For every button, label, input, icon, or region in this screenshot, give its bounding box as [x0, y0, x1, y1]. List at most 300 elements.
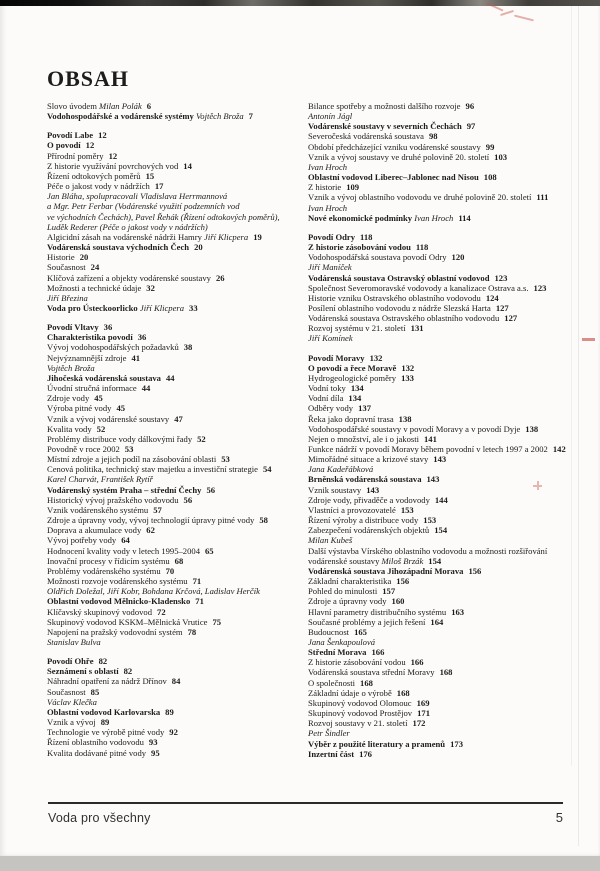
- toc-page-number: 45: [94, 393, 103, 404]
- toc-entry-text: Jana Šenkapoulová: [308, 636, 376, 647]
- toc-entry-text: Funkce nádrží v povodí Moravy během povodní v letech 1997 a 2002: [308, 444, 548, 454]
- toc-page-number: 89: [100, 717, 110, 728]
- toc-page-number: 52: [197, 433, 206, 444]
- toc-entry-text: Z historie využívání povrchových vod: [47, 160, 179, 171]
- toc-page-number: 168: [439, 667, 453, 678]
- toc-entry-text: Miloš Brzák: [381, 555, 424, 566]
- toc-entry-text: Přírodní poměry: [47, 150, 104, 161]
- toc-entry: [47, 525, 307, 535]
- toc-entry: [308, 152, 596, 162]
- toc-entry-text: Střední Morava: [308, 647, 367, 658]
- toc-entry-text: Zabezpečení vodárenských objektů: [308, 525, 430, 536]
- toc-entry-text: Vodárenské soustavy v severních Čechách: [308, 121, 462, 132]
- toc-entry: [308, 607, 596, 617]
- toc-page-number: 75: [212, 616, 222, 627]
- toc-entry: [308, 596, 596, 606]
- toc-entry: [308, 667, 596, 677]
- toc-page-number: 127: [504, 313, 518, 324]
- toc-entry: [308, 444, 596, 454]
- toc-entry: [308, 474, 596, 484]
- toc-entry: [47, 283, 307, 293]
- toc-page-number: 97: [466, 121, 476, 132]
- toc-entry-text: Problémy distribuce vody dálkovými řady: [47, 433, 193, 444]
- toc-entry-text: Možnosti rozvoje vodárenského systému: [47, 576, 188, 587]
- toc-entry: [47, 444, 307, 454]
- toc-page-number: 20: [194, 242, 203, 253]
- toc-page-number: 36: [103, 322, 113, 333]
- toc-entry: [47, 101, 307, 111]
- toc-entry-text: Brněnská vodárenská soustava: [308, 474, 422, 485]
- toc-entry-text: Výroba pitné vody: [47, 403, 112, 414]
- toc-page-number: 58: [259, 515, 268, 526]
- toc-entry-text: Seznámení s oblastí: [47, 666, 119, 677]
- toc-page-number: 173: [450, 738, 463, 749]
- toc-page-number: 44: [141, 383, 151, 394]
- toc-entry-text: Stanislav Bulva: [47, 636, 101, 647]
- toc-entry-text: Doprava a akumulace vody: [47, 525, 142, 536]
- toc-entry: [308, 162, 596, 172]
- toc-entry-text: Současnost: [47, 686, 86, 697]
- toc-entry: [308, 739, 596, 749]
- toc-page-number: 65: [205, 545, 214, 556]
- toc-page-number: 132: [369, 352, 383, 363]
- toc-page-number: 6: [146, 101, 152, 111]
- toc-page-number: 123: [533, 282, 547, 293]
- toc-page-number: 171: [417, 708, 430, 719]
- toc-entry-text: Jiří Maníček: [308, 262, 352, 273]
- toc-page-number: 44: [165, 372, 175, 383]
- toc-entry: [47, 273, 307, 283]
- toc-entry: [308, 464, 596, 474]
- toc-entry-text: Období předcházející vzniku vodárenské soustavy: [308, 141, 481, 152]
- toc-entry: [308, 485, 596, 495]
- toc-entry: [47, 212, 307, 222]
- toc-page-number: 68: [174, 555, 184, 566]
- toc-entry: [47, 727, 307, 737]
- toc-page-number: 36: [137, 332, 147, 343]
- toc-entry-text: Odběry vody: [308, 403, 354, 414]
- toc-entry-text: Pohled do minulosti: [308, 586, 378, 597]
- toc-page-number: 141: [423, 433, 437, 444]
- toc-entry-text: Místní zdroje a jejich podíl na zásobování oblasti: [47, 454, 217, 465]
- toc-entry-text: Povodí Odry: [308, 231, 356, 242]
- toc-entry: [47, 454, 307, 464]
- toc-page-number: 85: [90, 686, 100, 697]
- toc-page-number: 14: [183, 160, 192, 171]
- toc-page-number: 138: [525, 423, 539, 434]
- toc-entry-text: Budoucnost: [308, 626, 350, 637]
- toc-page-number: 142: [552, 444, 566, 454]
- toc-entry: [47, 393, 307, 403]
- toc-page-number: 71: [195, 596, 204, 607]
- toc-page-number: 93: [148, 737, 158, 748]
- toc-page-number: 168: [396, 687, 410, 698]
- toc-entry: [308, 688, 596, 698]
- toc-page-number: 98: [428, 131, 438, 142]
- toc-entry-text: Oblastní vodovod Liberec–Jablonec nad Nisou: [308, 172, 479, 183]
- toc-page-number: 157: [382, 586, 396, 597]
- toc-page-number: 70: [165, 565, 175, 576]
- toc-entry: [308, 232, 596, 242]
- toc-entry-text: Jiří Klicpera: [139, 302, 185, 313]
- toc-entry-text: Povodně v roce 2002: [47, 444, 120, 454]
- toc-page-number: 131: [410, 323, 424, 334]
- toc-entry-text: Hlavní parametry distribučního systému: [308, 606, 447, 617]
- toc-entry-text: vodárenské soustavy: [308, 555, 382, 566]
- toc-entry: [308, 192, 596, 202]
- toc-entry: [47, 171, 307, 181]
- red-pen-scribble-icon: [484, 4, 540, 26]
- toc-entry-text: Jana Kadeřábková: [308, 464, 374, 475]
- toc-entry-text: Vodohospodářská soustava povodí Odry: [308, 252, 447, 263]
- scanner-background: [0, 856, 600, 871]
- toc-entry: [47, 666, 307, 676]
- page-footer: [48, 810, 563, 825]
- toc-page-number: 12: [98, 130, 107, 141]
- toc-entry: [47, 464, 307, 474]
- toc-entry: [308, 586, 596, 596]
- toc-page-number: 133: [401, 372, 414, 383]
- toc-entry-text: Nejvýznamnější zdroje: [47, 352, 127, 363]
- toc-entry-text: Vznik a vývoj: [47, 717, 96, 728]
- toc-page-number: 143: [366, 484, 380, 495]
- toc-entry: [47, 262, 307, 272]
- toc-entry: [47, 222, 307, 232]
- toc-page-number: 53: [124, 444, 134, 454]
- toc-entry: [308, 273, 596, 283]
- toc-page-number: 103: [494, 151, 508, 162]
- toc-page-number: 163: [451, 606, 465, 617]
- toc-page-number: 120: [451, 252, 465, 263]
- toc-page-number: 15: [145, 170, 155, 181]
- toc-entry-text: Jihočeská vodárenská soustava: [47, 372, 161, 383]
- toc-entry: [308, 313, 596, 323]
- toc-entry-text: Řízení výroby a distribuce vody: [308, 515, 419, 526]
- toc-entry: [47, 474, 307, 484]
- toc-entry-text: Péče o jakost vody v nádržích: [47, 181, 150, 192]
- toc-entry: [47, 637, 307, 647]
- toc-entry-text: Cenová politika, technický stav majetku a investiční strategie: [47, 464, 258, 475]
- toc-entry-text: Vodárenská soustava střední Moravy: [308, 667, 435, 678]
- toc-entry: [308, 637, 596, 647]
- toc-entry: [308, 373, 596, 383]
- toc-entry-text: Vývoj potřeby vody: [47, 535, 117, 546]
- toc-entry-text: Vlastníci a provozovatelé: [308, 504, 396, 515]
- toc-entry: [308, 505, 596, 515]
- toc-page-number: 53: [221, 454, 230, 465]
- toc-page-number: 160: [391, 596, 405, 607]
- toc-entry-text: Algicidní zásah na vodárenské nádrži Hamry: [47, 231, 205, 242]
- toc-page-number: 143: [426, 474, 440, 485]
- toc-entry: [308, 657, 596, 667]
- toc-page-number: 82: [98, 656, 108, 667]
- toc-entry: [308, 698, 596, 708]
- toc-entry-text: Ivan Hroch: [308, 161, 348, 172]
- toc-page-number: 82: [123, 666, 133, 677]
- toc-column-right: [308, 101, 596, 759]
- toc-page-number: 47: [174, 413, 183, 424]
- toc-entry-text: Úvodní stručná informace: [47, 383, 137, 394]
- toc-entry-text: Rozvoj systému v 21. století: [308, 323, 406, 334]
- toc-entry: [308, 718, 596, 728]
- toc-entry: [308, 101, 596, 111]
- toc-entry: [308, 293, 596, 303]
- toc-column-left: [47, 101, 307, 758]
- toc-page-number: 12: [85, 140, 95, 151]
- toc-page-number: 137: [358, 403, 371, 414]
- toc-entry-text: Vodohospodářské soustavy v povodí Moravy a v povodí Dyje: [308, 423, 521, 434]
- toc-entry: [308, 576, 596, 586]
- toc-entry: [47, 201, 307, 211]
- toc-page-number: 19: [253, 231, 262, 242]
- toc-entry-text: Kvalita dodávané pitné vody: [47, 747, 147, 758]
- toc-entry-text: Vznik soustavy: [308, 484, 362, 495]
- toc-entry: [47, 495, 307, 505]
- toc-page-number: 24: [90, 262, 100, 273]
- toc-entry: [47, 322, 307, 332]
- toc-page-number: 154: [428, 555, 442, 566]
- toc-entry-text: Voda pro Ústeckoorlicko: [47, 302, 140, 313]
- toc-entry: [47, 596, 307, 606]
- toc-entry: [47, 607, 307, 617]
- toc-entry: [308, 749, 596, 759]
- toc-page-number: 109: [346, 182, 360, 193]
- toc-entry: [308, 414, 596, 424]
- toc-entry: [47, 403, 307, 413]
- toc-entry-text: Povodí Labe: [47, 130, 94, 141]
- toc-page-number: 45: [116, 403, 126, 414]
- toc-entry-text: Luděk Rederer (Péče o jakost vody v nádržích): [47, 221, 208, 232]
- toc-entry-text: Základní údaje o výrobě: [308, 687, 392, 698]
- toc-page-number: 168: [360, 677, 373, 688]
- toc-page-number: 176: [359, 748, 372, 759]
- toc-entry-text: Milan Kubeš: [308, 535, 353, 546]
- toc-entry: [47, 546, 307, 556]
- toc-page-number: 52: [96, 423, 106, 434]
- toc-entry: [47, 535, 307, 545]
- toc-page-number: 41: [131, 352, 141, 363]
- toc-entry-text: Klíčová zařízení a objekty vodárenské soustavy: [47, 272, 211, 283]
- toc-entry: [308, 434, 596, 444]
- toc-entry-text: Řízení oblastního vodovodu: [47, 737, 144, 748]
- toc-page-number: 38: [183, 342, 193, 353]
- toc-entry-text: Výběr z použité literatury a pramenů: [308, 738, 446, 749]
- toc-page-number: 143: [433, 454, 447, 465]
- toc-entry-text: Rozvoj soustavy v 21. století: [308, 718, 408, 729]
- toc-entry-text: Napojení na pražský vodovodní systém: [47, 626, 183, 637]
- toc-entry-text: Nejen o množství, ale i o jakosti: [308, 433, 419, 444]
- toc-entry-text: Hodnocení kvality vody v letech 1995–2004: [47, 545, 200, 556]
- toc-entry-text: Společnost Severomoravské vodovody a kanalizace Ostrava a.s.: [308, 282, 529, 293]
- toc-entry-text: Skupinový vodovod KSKM–Mělnická Vrutice: [47, 616, 208, 627]
- toc-entry-text: Mimořádné situace a krizové stavy: [308, 454, 429, 465]
- toc-entry: [47, 130, 307, 140]
- toc-entry-text: Skupinový vodovod Olomouc: [308, 697, 412, 708]
- toc-entry-text: Vodárenský systém Praha – střední Čechy: [47, 484, 202, 495]
- toc-entry-text: Skupinový vodovod Prostějov: [308, 708, 413, 719]
- toc-entry-text: Zdroje a úpravny vody: [308, 596, 387, 607]
- toc-entry: [47, 687, 307, 697]
- toc-entry: [308, 303, 596, 313]
- toc-entry-text: Hydrogeologické poměry: [308, 372, 397, 383]
- toc-page-number: 132: [401, 362, 415, 373]
- toc-entry-text: Z historie zásobování vodou: [308, 657, 406, 668]
- toc-entry-text: Technologie ve výrobě pitné vody: [47, 727, 165, 738]
- toc-entry-text: Povodí Ohře: [47, 656, 94, 667]
- toc-entry-text: Řeka jako dopravní trasa: [308, 413, 394, 424]
- toc-page-number: 118: [415, 242, 429, 253]
- toc-entry: [47, 252, 307, 262]
- toc-page-number: 156: [468, 565, 482, 576]
- toc-entry: [47, 717, 307, 727]
- toc-entry-text: Možnosti a technické údaje: [47, 282, 142, 293]
- toc-entry: [47, 181, 307, 191]
- toc-entry-text: Slovo úvodem: [47, 101, 100, 111]
- toc-page-number: 166: [410, 657, 424, 668]
- toc-entry: [308, 172, 596, 182]
- toc-entry: [308, 213, 596, 223]
- toc-entry: [47, 161, 307, 171]
- toc-entry: [47, 697, 307, 707]
- toc-entry-text: O povodí a řece Moravě: [308, 362, 397, 373]
- toc-page-number: 134: [350, 383, 364, 394]
- toc-entry-text: Řízení odtokových poměrů: [47, 170, 141, 181]
- toc-entry-text: Severočeská vodárenská soustava: [308, 131, 424, 142]
- toc-page-number: 56: [206, 484, 216, 495]
- toc-entry: [308, 121, 596, 131]
- toc-entry-text: O společnosti: [308, 677, 356, 688]
- toc-entry-text: Bilance spotřeby a možnosti dalšího rozvoje: [308, 101, 461, 111]
- toc-entry: [47, 191, 307, 201]
- toc-page-number: 138: [398, 413, 412, 424]
- toc-entry: [308, 142, 596, 152]
- toc-entry: [308, 242, 596, 252]
- toc-page-number: 144: [434, 494, 448, 505]
- page-title: OBSAH: [47, 66, 130, 91]
- toc-entry: [47, 617, 307, 627]
- toc-entry-text: Historie vzniku Ostravského oblastního vodovodu: [308, 292, 481, 303]
- toc-page-number: 166: [371, 647, 385, 658]
- toc-page-number: 134: [348, 393, 362, 404]
- toc-entry-text: Posílení oblastního vodovodu z nádrže Slezská Harta: [308, 302, 491, 313]
- toc-entry: [47, 586, 307, 596]
- toc-entry: [47, 515, 307, 525]
- toc-entry: [308, 424, 596, 434]
- toc-entry: [308, 546, 596, 556]
- toc-entry: [47, 656, 307, 666]
- toc-page-number: 124: [485, 292, 499, 303]
- toc-entry: [308, 262, 596, 272]
- toc-entry-text: Z historie: [308, 182, 342, 193]
- toc-entry: [308, 627, 596, 637]
- toc-entry-text: Vojtěch Broža: [47, 362, 95, 373]
- toc-entry: [308, 678, 596, 688]
- toc-entry-text: Karel Charvát, František Rytíř: [47, 474, 153, 485]
- toc-page-number: 164: [430, 616, 444, 627]
- toc-entry: [308, 203, 596, 213]
- toc-entry: [47, 707, 307, 717]
- toc-page-number: 20: [79, 252, 89, 263]
- toc-entry-text: Oblastní vodovod Karlovarska: [47, 706, 161, 717]
- toc-entry-text: Zdroje vody, přivaděče a vodovody: [308, 494, 430, 505]
- toc-page-number: 72: [157, 606, 166, 617]
- toc-entry: [308, 525, 596, 535]
- toc-entry-text: Náhradní opatření za nádrž Dřínov: [47, 676, 167, 687]
- toc-entry: [47, 424, 307, 434]
- toc-page-number: 17: [154, 181, 164, 192]
- toc-entry: [47, 737, 307, 747]
- toc-page-number: 71: [192, 576, 202, 587]
- toc-entry: [47, 303, 307, 313]
- toc-entry-text: Zdroje a úpravny vody, vývoj technologií úpravy pitné vody: [47, 515, 255, 526]
- footer-divider: [48, 802, 563, 804]
- toc-entry: [308, 383, 596, 393]
- toc-page-number: 96: [465, 101, 475, 111]
- toc-page-number: 78: [187, 626, 197, 637]
- toc-entry-text: Jiří Klicpera: [204, 231, 249, 242]
- toc-entry: [308, 728, 596, 738]
- toc-entry-text: a Mgr. Petr Ferbar (Vodárenské využití podzemních vod: [47, 201, 240, 212]
- toc-entry-text: Milan Polák: [99, 101, 142, 111]
- toc-entry: [47, 232, 307, 242]
- toc-entry-text: Vznik vodárenského systému: [47, 504, 149, 515]
- toc-entry-text: Jan Bláha, spolupracovali Vladislava Herrmannová: [47, 191, 228, 202]
- toc-entry-text: Vývoj vodohospodářských požadavků: [47, 342, 179, 353]
- toc-page-number: 64: [121, 535, 130, 546]
- toc-entry: [308, 353, 596, 363]
- footer-page-number: 5: [555, 810, 563, 825]
- toc-entry: [47, 363, 307, 373]
- toc-page-number: 172: [412, 718, 426, 729]
- toc-entry-text: Vznik a vývoj oblastního vodovodu ve druhé polovině 20. století: [308, 192, 532, 203]
- toc-entry-text: Oblastní vodovod Mělnicko-Kladensko: [47, 596, 191, 607]
- toc-page-number: 33: [189, 302, 198, 313]
- toc-entry: [308, 454, 596, 464]
- toc-entry: [47, 151, 307, 161]
- toc-entry: [308, 535, 596, 545]
- toc-page-number: 84: [171, 676, 181, 687]
- toc-entry: [308, 111, 596, 121]
- toc-entry-text: Vznik a vývoj vodárenské soustavy: [47, 413, 170, 424]
- toc-entry-text: Základní charakteristika: [308, 576, 392, 587]
- toc-entry-text: Ivan Hroch: [414, 212, 454, 223]
- toc-entry-text: Vodní toky: [308, 383, 346, 394]
- toc-page-number: 153: [423, 515, 437, 526]
- toc-entry: [47, 383, 307, 393]
- toc-entry-text: Oldřich Doležal, Jiří Kobr, Bohdana Krčová, Ladislav Herčík: [47, 586, 260, 597]
- toc-entry-text: Kvalita vody: [47, 423, 92, 434]
- toc-entry: [308, 131, 596, 141]
- toc-entry: [308, 556, 596, 566]
- toc-entry: [308, 182, 596, 192]
- toc-entry: [47, 342, 307, 352]
- toc-entry-text: Inovační procesy v řídicím systému: [47, 555, 170, 566]
- toc-page-number: 127: [495, 302, 509, 313]
- toc-entry-text: Charakteristika povodí: [47, 332, 133, 343]
- toc-entry-text: Vodohospodářské a vodárenské systémy: [47, 111, 196, 122]
- toc-entry-text: Vodárenská soustava Ostravského oblastního vodovodu: [308, 313, 500, 324]
- toc-entry: [47, 556, 307, 566]
- footer-book-title: Voda pro všechny: [48, 811, 151, 825]
- toc-entry-text: Jiří Březina: [47, 292, 88, 303]
- toc-page-number: 89: [165, 706, 174, 717]
- toc-page-number: 123: [494, 272, 508, 283]
- toc-entry: [47, 505, 307, 515]
- toc-page-number: 111: [536, 192, 549, 203]
- toc-page-number: 12: [108, 150, 118, 161]
- toc-entry: [47, 353, 307, 363]
- toc-entry-text: Vodárenská soustava východních Čech: [47, 242, 190, 253]
